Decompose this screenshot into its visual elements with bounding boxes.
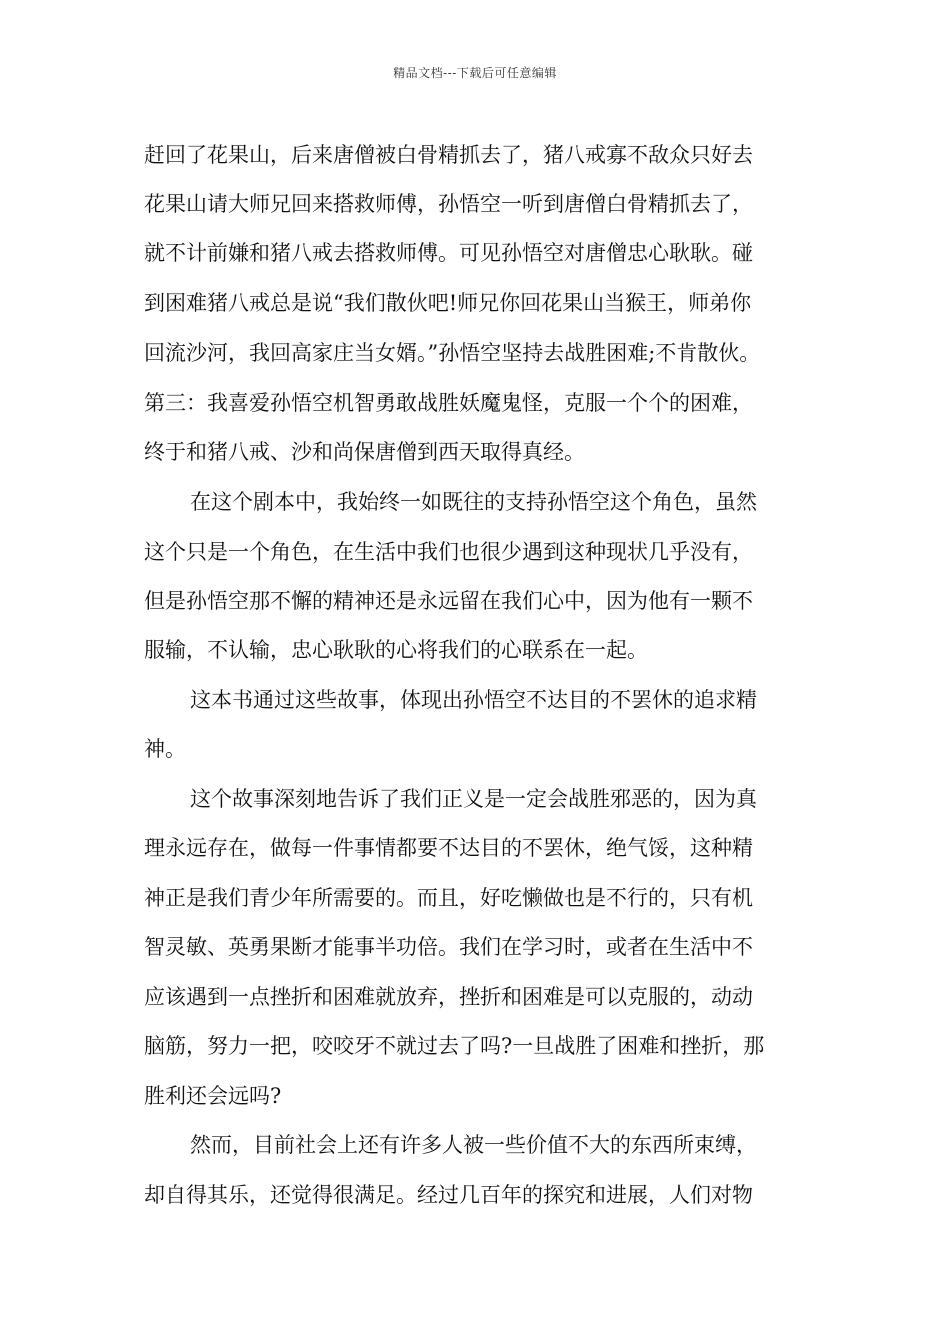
body-line: 第三：我喜爱孙悟空机智勇敢战胜妖魔鬼怪，克服一个个的困难， [144,391,753,415]
page-header: 精品文档---下载后可任意编辑 [393,66,557,80]
body-line: 赶回了花果山，后来唐僧被白骨精抓去了，猪八戒寡不敌众只好去 [144,143,753,167]
body-line: 胜利还会远吗? [144,1084,282,1108]
body-line: 回流沙河，我回高家庄当女婿。”孙悟空坚持去战胜困难;不肯散伙。 [144,341,761,365]
paragraph-start-line: 在这个剧本中，我始终一如既往的支持孙悟空这个角色，虽然 [190,490,757,514]
body-line: 理永远存在，做每一件事情都要不达目的不罢休，绝气馁，这种精 [144,836,753,860]
body-line: 脑筋，努力一把，咬咬牙不就过去了吗?一旦战胜了困难和挫折，那 [144,1034,765,1058]
body-line: 应该遇到一点挫折和困难就放弃，挫折和困难是可以克服的，动动 [144,985,753,1009]
body-line: 但是孙悟空那不懈的精神还是永远留在我们心中，因为他有一颗不 [144,589,753,613]
body-line: 却自得其乐，还觉得很满足。经过几百年的探究和进展，人们对物 [144,1183,753,1207]
paragraph-start-line: 这个故事深刻地告诉了我们正义是一定会战胜邪恶的，因为真 [190,787,757,811]
body-line: 终于和猪八戒、沙和尚保唐僧到西天取得真经。 [144,440,585,464]
body-line: 到困难猪八戒总是说“我们散伙吧!师兄你回花果山当猴王，师弟你 [144,291,752,315]
body-line: 就不计前嫌和猪八戒去搭救师傅。可见孙悟空对唐僧忠心耿耿。碰 [144,241,753,265]
body-line: 服输，不认输，忠心耿耿的心将我们的心联系在一起。 [144,638,648,662]
paragraph-start-line: 这本书通过这些故事，体现出孙悟空不达目的不罢休的追求精 [190,688,757,712]
body-line: 神正是我们青少年所需要的。而且，好吃懒做也是不行的，只有机 [144,886,753,910]
body-line: 神。 [144,737,186,761]
body-line: 花果山请大师兄回来搭救师傅，孙悟空一听到唐僧白骨精抓去了， [144,192,753,216]
paragraph-start-line: 然而，目前社会上还有许多人被一些价值不大的东西所束缚， [190,1133,757,1157]
body-line: 这个只是一个角色，在生活中我们也很少遇到这种现状几乎没有， [144,540,753,564]
body-line: 智灵敏、英勇果断才能事半功倍。我们在学习时，或者在生活中不 [144,935,753,959]
